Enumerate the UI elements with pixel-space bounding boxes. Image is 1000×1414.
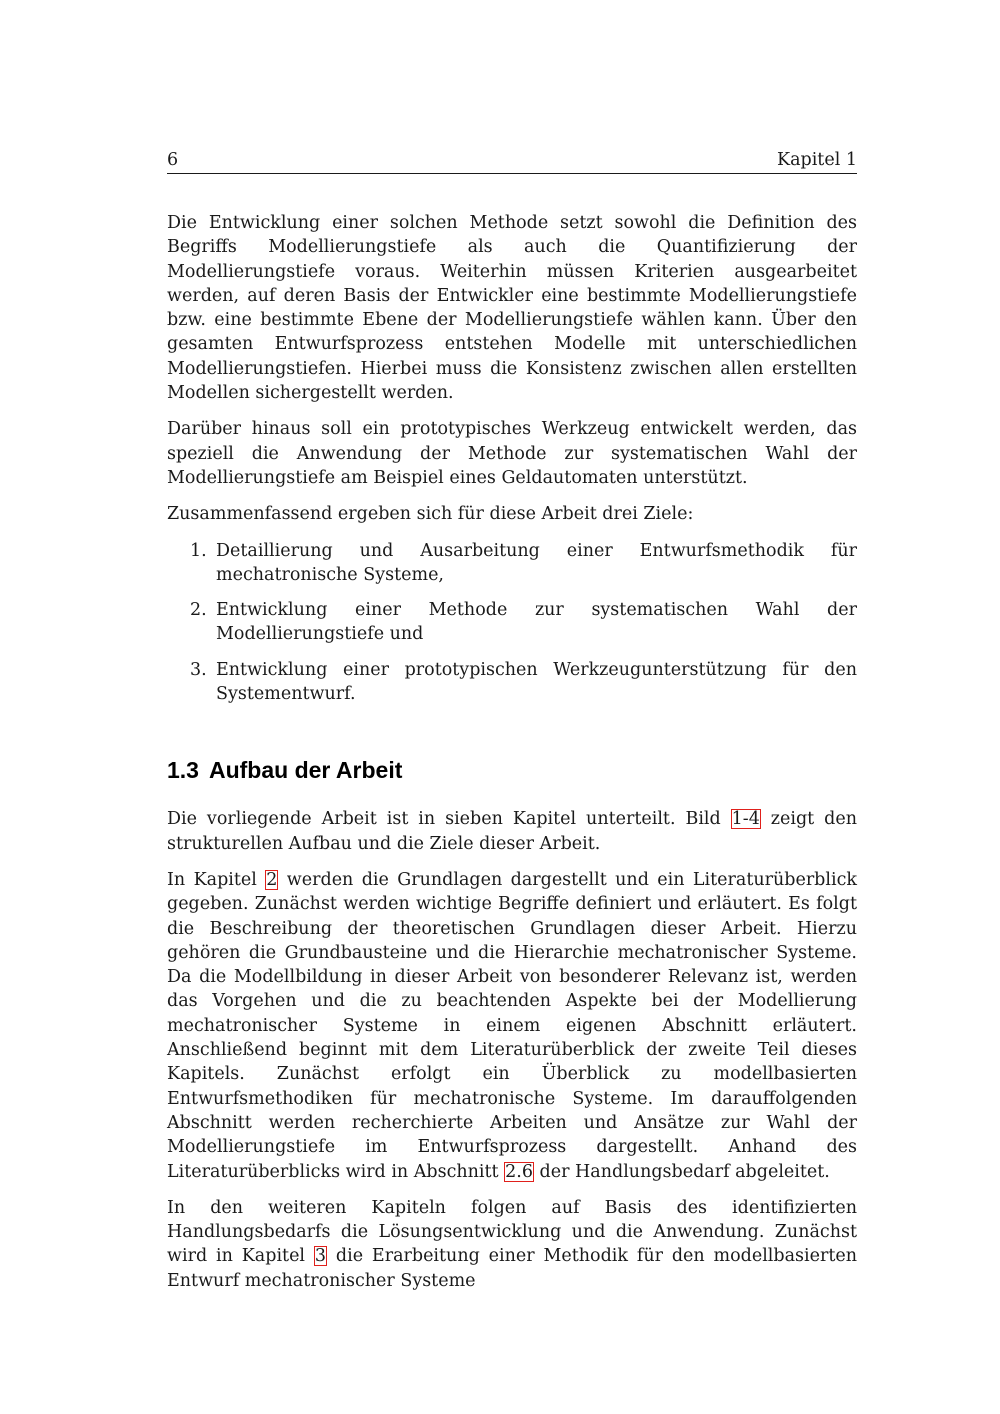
text-run: In Kapitel: [167, 869, 266, 890]
chapter-label: Kapitel 1: [777, 150, 857, 170]
goals-list: [167, 539, 857, 707]
figure-reference-link[interactable]: 1-4: [731, 809, 760, 830]
section-number: 1.3: [167, 757, 199, 784]
list-item-number: 2.: [190, 600, 207, 621]
document-page: [167, 148, 857, 1305]
list-item-number: 1.: [190, 540, 207, 561]
text-run: In den weiteren Kapiteln folgen auf Basis des identifizierten Handlungsbedarfs die Lösungsentwicklung und die Anwendung. Zunächst wird in Kapitel: [167, 1197, 857, 1267]
text-run: Die vorliegende Arbeit ist in sieben Kapitel unterteilt. Bild: [167, 809, 731, 830]
list-item-number: 3.: [190, 659, 207, 680]
paragraph-goals-intro: Zusammenfassend ergeben sich für diese Arbeit drei Ziele:: [167, 504, 694, 525]
section-heading: [167, 756, 857, 784]
text-run: werden die Grundlagen dargestellt und ein Literaturüberblick gegeben. Zunächst werden wichtige Begriffe definiert und erläutert. Es folgt die Beschreibung der theoretischen Grundlagen dieser Arbeit. Hierzu gehören die Grundbausteine und die Hierarchie mechatronischer Systeme. Da die Modellbildung in dieser Arbeit von besonderer Relevanz ist, werden das Vorgehen und die zu beachtenden Aspekte bei der Modellierung mechatronischer Systeme in einem eigenen Abschnitt erläutert. Anschließend beginnt mit dem Literaturüberblick der zweite Teil dieses Kapitels. Zunächst erfolgt ein Überblick zu modellbasierten Entwurfsmethodiken für mechatronische Systeme. Im darauffolgenden Abschnitt werden recherchierte Arbeiten und Ansätze zur Wahl der Modellierungstiefe im Entwurfsprozess dargestellt. Anhand des Literaturüberblicks wird in Abschnitt: [167, 869, 857, 1182]
section-reference-link[interactable]: 2.6: [505, 1161, 533, 1182]
paragraph-chapter-2-summary: [167, 868, 857, 1184]
body-text: [167, 211, 857, 1293]
list-item: [167, 598, 857, 647]
list-item-text: Entwicklung einer Methode zur systematischen Wahl der Modellierungstiefe und: [216, 600, 857, 645]
list-item: [167, 539, 857, 588]
running-header: [167, 148, 857, 174]
paragraph-further-chapters: [167, 1196, 857, 1293]
text-run: zeigt den strukturellen Aufbau und die Ziele dieser Arbeit.: [167, 809, 857, 854]
section-title: Aufbau der Arbeit: [208, 757, 403, 784]
list-item-text: Detaillierung und Ausarbeitung einer Entwurfsmethodik für mechatronische Systeme,: [216, 540, 857, 585]
list-item-text: Entwicklung einer prototypischen Werkzeugunterstützung für den Systementwurf.: [216, 659, 857, 705]
chapter-reference-link[interactable]: 2: [266, 869, 278, 890]
text-run: der Handlungsbedarf abgeleitet.: [533, 1161, 830, 1182]
chapter-reference-link[interactable]: 3: [314, 1246, 327, 1267]
paragraph-method-development: Die Entwicklung einer solchen Methode setzt sowohl die Definition des Begriffs Modellierungstiefe als auch die Quantifizierung der Modellierungstiefe voraus. Weiterhin müssen Kriterien ausgearbeitet werden, auf deren Basis der Entwickler eine bestimmte Modellierungstiefe bzw. eine bestimmte Ebene der Modellierungstiefe wählen kann. Über den gesamten Entwurfsprozess entstehen Modelle mit unterschiedlichen Modellierungstiefen. Hierbei muss die Konsistenz zwischen allen erstellten Modellen sichergestellt werden.: [167, 213, 857, 404]
paragraph-prototype-tool: Darüber hinaus soll ein prototypisches Werkzeug entwickelt werden, das speziell die Anwendung der Methode zur systematischen Wahl der Modellierungstiefe am Beispiel eines Geldautomaten unterstützt.: [167, 419, 857, 488]
page-number: 6: [167, 150, 179, 170]
paragraph-structure-overview: [167, 807, 857, 856]
text-run: die Erarbeitung einer Methodik für den modellbasierten Entwurf mechatronischer Systeme: [167, 1246, 857, 1291]
list-item: [167, 658, 857, 707]
